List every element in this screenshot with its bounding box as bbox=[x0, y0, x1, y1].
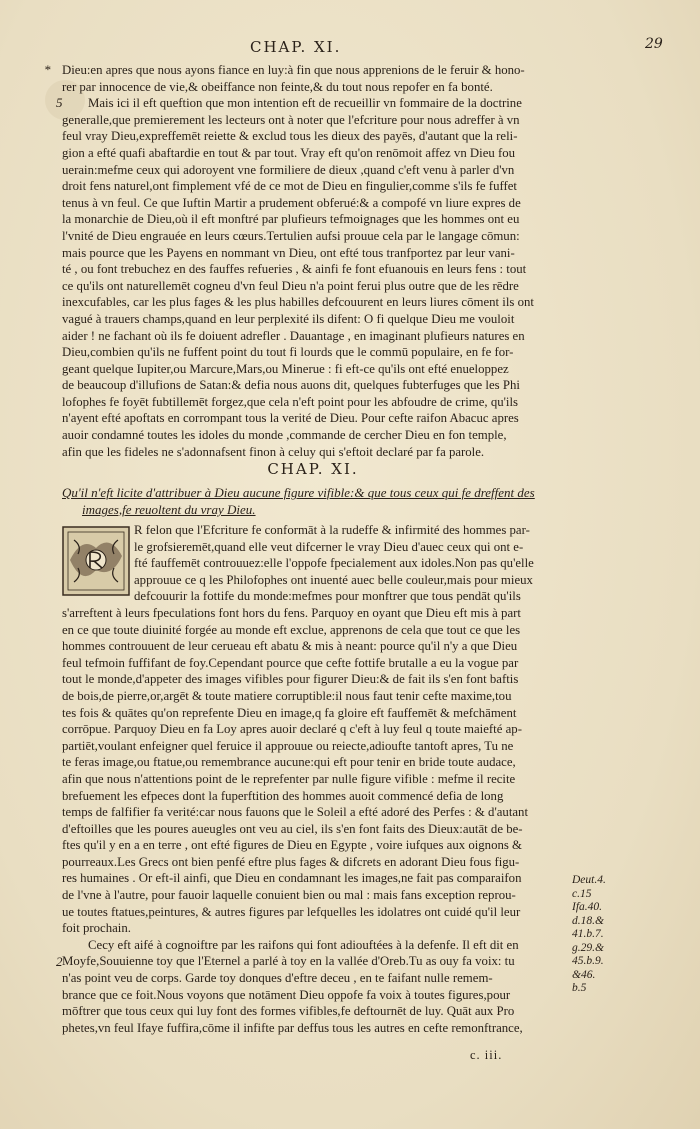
text-line: de beaucoup d'illufions de Satan:& defia nous auons dit, quelques fubterfuges que les Phi bbox=[62, 378, 520, 393]
text-line: phetes,vn feul Ifaye fuffira,cōme il infifte par deffus tous les autres en cefte remonftrance, bbox=[62, 1020, 523, 1035]
text-line: tout le monde,d'appeter des images vifibles pour figurer Dieu:& de fait ils s'en font baftis bbox=[62, 672, 519, 687]
side-note: Ifa.40. bbox=[572, 901, 603, 913]
text-line: gion a efté quafi abaftardie en tout & par tout. Vray eft qu'on renōmoit affez vn Dieu fou bbox=[62, 145, 516, 160]
text-line: feul tefmoin fuffifant de foy.Cependant pource que cefte fottife brutalle a eu la vogue par bbox=[62, 655, 519, 670]
text-line: rer par innocence de vie,& obeiffance non feinte,& du tout nous repofer en fa bonté. bbox=[62, 79, 493, 94]
text-line: R felon que l'Efcriture fe conformāt à la rudeffe & infirmité des hommes par- bbox=[134, 523, 530, 537]
text-line: Dieu:en apres que nous ayons fiance en luy:à fin que nous apprenions de le feruir & hono- bbox=[62, 63, 525, 77]
text-line: tes fois & quātes qu'on reprefente Dieu en image,q fa gloire eft fauffemēt & mefchāment bbox=[62, 705, 517, 720]
side-note: 41.b.7. bbox=[572, 928, 604, 940]
text-line: mais pource que les Payens en nommant vn Dieu, ont efté tous tranfportez par leur vani- bbox=[62, 245, 515, 260]
text-line: s'arreftent à leurs fpeculations font hors du fens. Parquoy en oyant que Dieu eft mis à part bbox=[62, 605, 521, 620]
text-line: tenus à vn feul. Ce que Iuftin Martir a prudement obferué:& a compofé vn liure expres de bbox=[62, 195, 521, 210]
text-line: partiēt,voulant enfeigner quel feruice il approuue ou reiecte,adioufte tantoft apres, Tu ne bbox=[62, 738, 514, 753]
chapter-title bbox=[62, 484, 564, 518]
text-block-2 bbox=[62, 522, 564, 1036]
text-line: d'eftoilles que les poures aueugles ont veu au ciel, ils s'en font faits des Dieux:autāt de be- bbox=[62, 821, 523, 836]
text-line: uerain:mefme ceux qui adoroyent vne formiliere de dieux ,quand c'eft venu à parler d'vn bbox=[62, 162, 515, 177]
text-line: corrōpue. Parquoy Dieu en fa Loy apres auoir declaré q c'eft à luy feul q toute maiefté ap- bbox=[62, 722, 522, 737]
text-line: auoir condamné toutes les idoles du monde ,commande de cercher Dieu en fon temple, bbox=[62, 428, 507, 443]
text-line: la monarchie de Dieu,où il eft monftré par plufieurs tefmoignages que les hommes ont eu bbox=[62, 212, 520, 227]
chapter-title-line: images,fe reuoltent du vray Dieu. bbox=[82, 502, 256, 517]
side-note: Deut.4. bbox=[572, 874, 606, 886]
text-line: afin que nous n'attentions point de le reprefenter par nulle figure vifible : mefme il recite bbox=[62, 771, 516, 786]
text-line: defcouurir la fottife du monde:mefmes pour monftrer que tous pendāt qu'ils bbox=[134, 589, 521, 604]
text-line: le grofsieremēt,quand elle veut difcerner le vray Dieu d'auec ceux qui ont e- bbox=[134, 539, 524, 554]
text-line: Mais ici il eft queftion que mon intention eft de recueillir vn fommaire de la doctrine bbox=[88, 96, 522, 111]
signature-mark: c. iii. bbox=[470, 1048, 503, 1062]
side-notes bbox=[572, 874, 632, 996]
page-number: 29 bbox=[645, 36, 663, 52]
side-note: g.29.& bbox=[572, 941, 604, 954]
text-line: foit prochain. bbox=[62, 921, 131, 936]
side-note: 45.b.9. bbox=[572, 955, 604, 967]
text-line: droit fens naturel,ont fimplement vfé de ce mot de Dieu en fingulier,comme s'ils fe fuffet bbox=[62, 179, 517, 194]
text-line: n'as point veu de corps. Garde toy donques d'eftre deceu , en te faifant nulle remem- bbox=[62, 971, 493, 986]
text-line: brance que ce foit.Nous voyons que notāment Dieu oppofe fa voix à toutes figures,pour bbox=[62, 987, 511, 1002]
margin-mark: * bbox=[44, 62, 51, 77]
text-line: mōftrer que tous ceux qui luy font des formes vifibles,fe deftournēt de luy. Quāt aux Pro bbox=[62, 1004, 515, 1019]
running-head: CHAP. XI. bbox=[250, 38, 342, 56]
margin-number-2: 2 bbox=[56, 954, 63, 969]
text-line: té , ou font trebuchez en des fauffes refueries , & ainfi fe font efuanouis en leurs fens : tout bbox=[62, 262, 527, 277]
text-line: Moyfe,Souuienne toy que l'Eternel a parlé à toy en la vallée d'Oreb.Tu as ouy fa voix: tu bbox=[62, 954, 515, 969]
chapter-title-line: Qu'il n'eft licite d'attribuer à Dieu aucune figure vifible:& que tous ceux qui fe dreffent des bbox=[62, 485, 535, 500]
margin-number-5: 5 bbox=[56, 95, 63, 110]
text-line: afin que les fideles ne s'adonnafsent finon à celuy qui s'eftoit declaré par fa parole. bbox=[62, 444, 485, 459]
text-line: n'ayent efté apoftats en corrompant tous la verité de Dieu. Pour cefte raifon Abacuc apres bbox=[62, 411, 519, 426]
text-line: lofophes fe foyēt fubtillemēt forgez,que cela n'eft point pour les abfoudre de crime, qu'ils bbox=[62, 394, 519, 409]
text-line: de bois,de pierre,or,argēt & toute matiere corruptible:il nous faut tenir cefte maxime,tou bbox=[62, 688, 512, 703]
text-line: geant quelque Iupiter,ou Marcure,Mars,ou Minerue : fi eft-ce qu'ils ont efté enueloppez bbox=[62, 361, 509, 376]
text-line: approuue ce q les Philofophes ont inuenté auec belle couleur,mais pour mieux bbox=[134, 572, 533, 587]
text-line: te feras image,ou ftatue,ou remembrance aucune:qui eft pour tenir en bride toute audace, bbox=[62, 755, 516, 770]
text-line: res humaines . Or eft-il ainfi, que Dieu en condamnant les images,ne fait pas comparaifon bbox=[62, 871, 522, 886]
text-line: de l'vne à l'autre, pour fauoir laquelle conuient bien ou mal : mais fans exception reprou- bbox=[62, 888, 516, 903]
text-line: vagué à trauers champs,quand en leur perplexité ils difent: O fi quelque Dieu me vouloit bbox=[62, 311, 515, 326]
side-note: d.18.& bbox=[572, 914, 604, 927]
text-line: ftes qu'il y en a en terre , ont efté figures de Dieu en Egypte , voire iufques aux oignons & bbox=[62, 838, 523, 853]
text-line: inexcufables, car les plus fages & les plus habilles defcouurent en leurs liures cōment ils ont bbox=[62, 295, 534, 310]
text-line: en ce que toute diuinité forgée au monde eft exclue, apprenons de cela que tout ce que les bbox=[62, 622, 521, 637]
text-line: generalle,que premierement les lecteurs ont à noter que l'efcriture pour nous adreffer à vn bbox=[62, 112, 520, 127]
text-line: l'vnité de Dieu engrauée en leurs cœurs.Tertulien aufsi prouue cela par le langage cōmun: bbox=[62, 228, 520, 243]
text-line: Cecy eft aifé à cognoiftre par les raifons qui font adiouftées à la defenfe. Il eft dit en bbox=[88, 937, 519, 952]
chapter-heading: CHAP. XI. bbox=[267, 460, 359, 478]
side-note: c.15 bbox=[572, 887, 592, 900]
text-line: fté fauffemēt controuuez:elle l'oppofe fpecialement aux idoles.Non pas qu'elle bbox=[134, 556, 534, 571]
text-line: Dieu,combien qu'ils ne fuffent point du tout fi lourds que le commū populaire, en fe for- bbox=[62, 345, 514, 360]
text-line: ue toutes ftatues,peintures, & autres figures par lefquelles les idolatres ont cuidé qu'il leur bbox=[62, 904, 521, 919]
text-block-1 bbox=[62, 62, 564, 460]
text-line: ce qu'ils ont naturellemēt cogneu d'vn feul Dieu n'a point ferui plus outre que de les rēdre bbox=[62, 278, 519, 293]
text-line: pourreaux.Les Grecs ont bien penfé eftre plus fages & difcrets en adorant Dieu fous figu- bbox=[62, 854, 520, 869]
text-line: feul vray Dieu,expreffemēt reiette & exclud tous les dieux des payēs, d'autant que la reli- bbox=[62, 129, 518, 144]
text-line: hommes controuuent de leur cerueau eft abatu & mis à neant: pource qu'il n'y a que Dieu bbox=[62, 639, 518, 654]
text-line: temps de falfifier fa verité:car nous fauons que le Soleil a efté adoré des Perfes : & d'autant bbox=[62, 805, 529, 820]
text-line: brefuement les efpeces dont la fuperftition des hommes auoit commencé defia de long bbox=[62, 788, 504, 803]
side-note: &46. bbox=[572, 968, 596, 981]
side-note: b.5 bbox=[572, 982, 587, 994]
text-line: aider ! ne fachant où ils fe doiuent adrefler . Dauantage , en imaginant plufieurs natures en bbox=[62, 328, 525, 343]
